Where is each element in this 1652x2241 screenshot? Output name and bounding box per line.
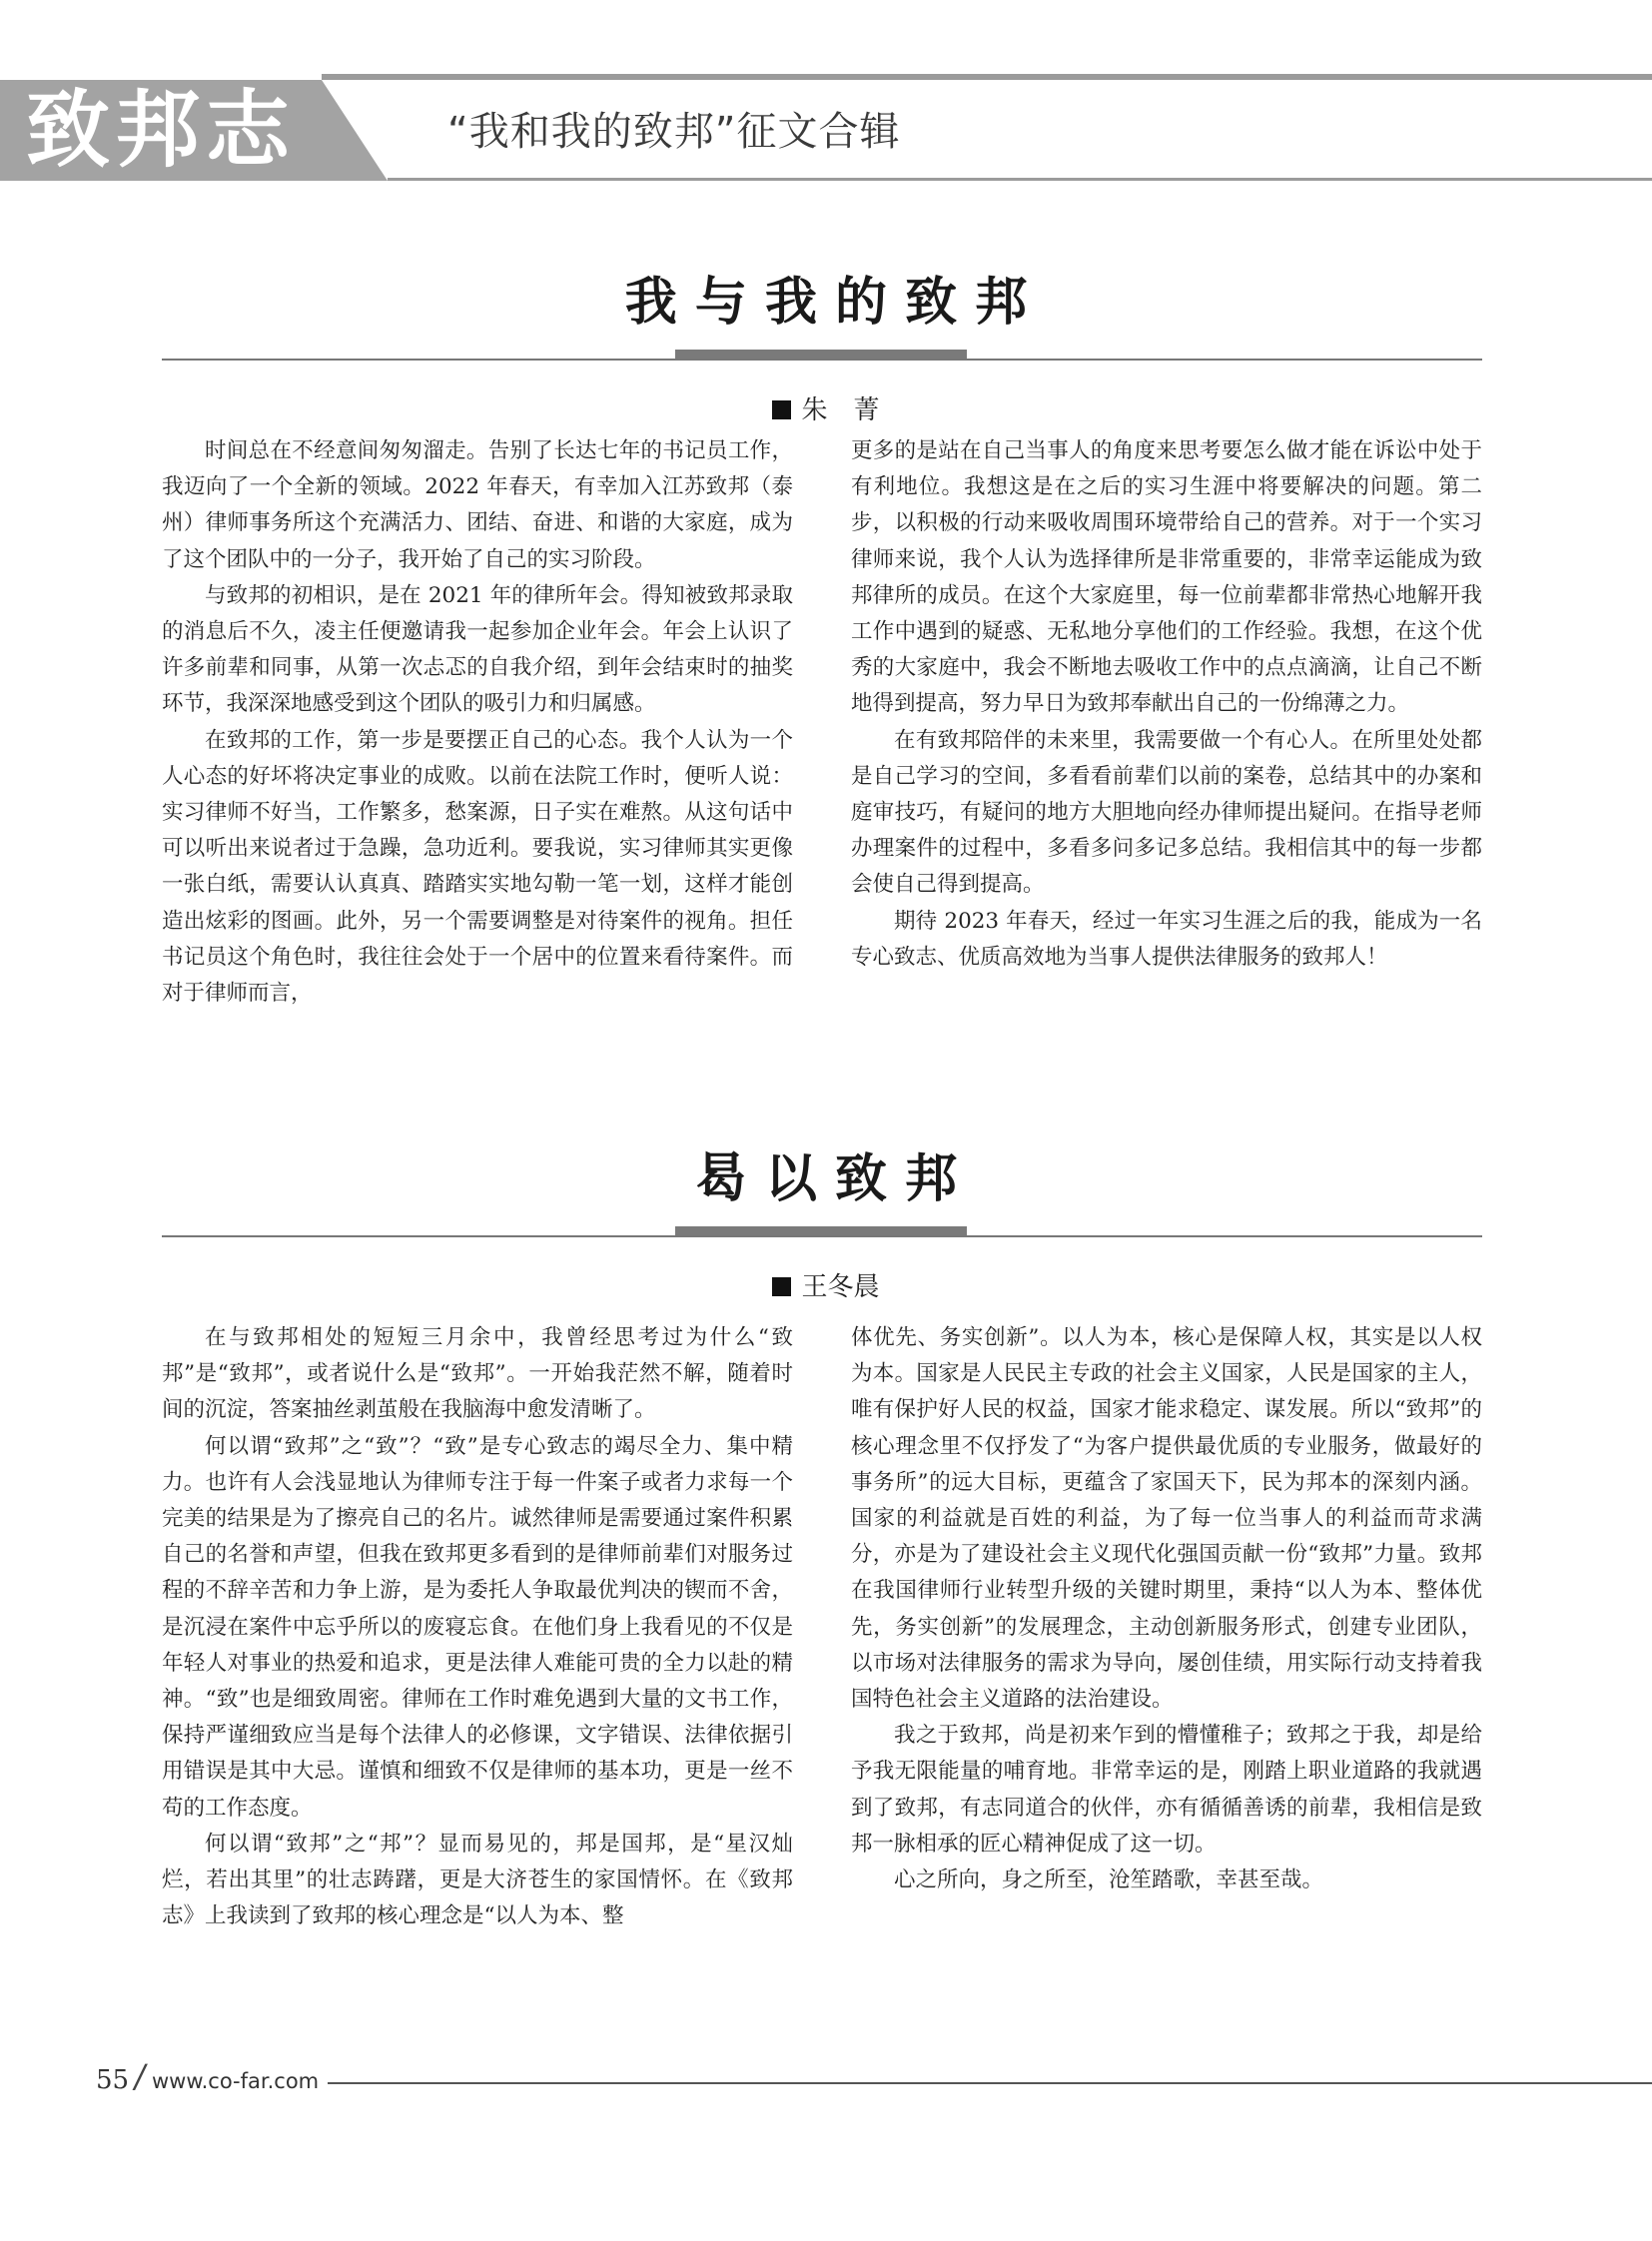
article2-right-column — [851, 1320, 1482, 1898]
paragraph: 心之所向，身之所至，沧笙踏歌，幸甚至哉。 — [894, 1868, 1324, 1893]
article2-byline — [0, 1266, 1652, 1303]
footer-url: www.co-far.com — [152, 2069, 320, 2093]
article1-byline — [0, 389, 1652, 426]
byline-square-icon — [772, 400, 791, 419]
article2-title: 曷 以 致 邦 — [694, 1148, 958, 1209]
article2-left-column — [162, 1320, 793, 1934]
paragraph-continued: 更多的是站在自己当事人的角度来思考要怎么做才能在诉讼中处于有利地位。我想这是在之后的实习生涯中将要解决的问题。第二步，以积极的行动来吸收周围环境带给自己的营养。对于一个实习律师来说，我个人认为选择律所是非常重要的，非常幸运能成为致邦律所的成员。在这个大家庭里，每一位前辈都非常热心地解开我工作中遇到的疑惑、无私地分享他们的工作经验。我想，在这个优秀的大家庭中，我会不断地去吸收工作中的点点滴滴，让自己不断地得到提高，努力早日为致邦奉献出自己的一份绵薄之力。 — [851, 438, 1482, 717]
header-top-rule — [322, 74, 1652, 80]
paragraph-continued: 体优先、务实创新”。以人为本，核心是保障人权，其实是以人权为本。国家是人民民主专政的社会主义国家，人民是国家的主人，唯有保护好人民的权益，国家才能求稳定、谋发展。所以“致邦”的核心理念里不仅抒发了“为客户提供最优质的专业服务，做最好的事务所”的远大目标，更蕴含了家国天下，民为邦本的深刻内涵。国家的利益就是百姓的利益，为了每一位当事人的利益而苛求满分，亦是为了建设社会主义现代化强国贡献一份“致邦”力量。致邦在我国律师行业转型升级的关键时期里，秉持“以人为本、整体优先，务实创新”的发展理念，主动创新服务形式，创建专业团队，以市场对法律服务的需求为导向，屡创佳绩，用实际行动支持着我国特色社会主义道路的法治建设。 — [851, 1325, 1482, 1713]
paragraph: 在与致邦相处的短短三月余中，我曾经思考过为什么“致邦”是“致邦”，或者说什么是“致邦”。一开始我茫然不解，随着时间的沉淀，答案抽丝剥茧般在我脑海中愈发清晰了。 — [162, 1325, 793, 1423]
footer-rule — [328, 2082, 1652, 2084]
article2-title-rule — [162, 1235, 1482, 1237]
article1-title: 我 与 我 的 致 邦 — [624, 272, 1028, 333]
page-number: 55 — [96, 2065, 130, 2095]
paragraph: 我之于致邦，尚是初来乍到的懵懂稚子；致邦之于我，却是给予我无限能量的哺育地。非常幸运的是，刚踏上职业道路的我就遇到了致邦，有志同道合的伙伴，亦有循循善诱的前辈，我相信是致邦一脉相承的匠心精神促成了这一切。 — [851, 1723, 1482, 1857]
paragraph: 在致邦的工作，第一步是要摆正自己的心态。我个人认为一个人心态的好坏将决定事业的成败。以前在法院工作时，便听人说：实习律师不好当，工作繁多，愁案源，日子实在难熬。从这句话中可以听出来说者过于急躁，急功近利。要我说，实习律师其实更像一张白纸，需要认认真真、踏踏实实地勾勒一笔一划，这样才能创造出炫彩的图画。此外，另一个需要调整是对待案件的视角。担任书记员这个角色时，我往往会处于一个居中的位置来看待案件。而对于律师而言， — [162, 727, 793, 1007]
article1-right-column — [851, 433, 1482, 976]
header-bottom-rule — [388, 178, 1652, 181]
article1-left-column — [162, 433, 793, 1012]
article1-title-rule — [162, 359, 1482, 361]
article1-author: 朱 菁 — [801, 395, 880, 425]
paragraph: 何以谓“致邦”之“致”？“致”是专心致志的竭尽全力、集中精力。也许有人会浅显地认为律师专注于每一件案子或者力求每一个完美的结果是为了擦亮自己的名片。诚然律师是需要通过案件积累自己的名誉和声望，但我在致邦更多看到的是律师前辈们对服务过程的不辞辛苦和力争上游，是为委托人争取最优判决的锲而不舍，是沉浸在案件中忘乎所以的废寝忘食。在他们身上我看见的不仅是年轻人对事业的热爱和追求，更是法律人难能可贵的全力以赴的精神。“致”也是细致周密。律师在工作时难免遇到大量的文书工作，保持严谨细致应当是每个法律人的必修课，文字错误、法律依据引用错误是其中大忌。谨慎和细致不仅是律师的基本功，更是一丝不苟的工作态度。 — [162, 1433, 793, 1821]
paragraph: 在有致邦陪伴的未来里，我需要做一个有心人。在所里处处都是自己学习的空间，多看看前辈们以前的案卷，总结其中的办案和庭审技巧，有疑问的地方大胆地向经办律师提出疑问。在指导老师办理案件的过程中，多看多问多记多总结。我相信其中的每一步都会使自己得到提高。 — [851, 727, 1482, 898]
paragraph: 时间总在不经意间匆匆溜走。告别了长达七年的书记员工作，我迈向了一个全新的领域。2022 年春天，有幸加入江苏致邦（泰州）律师事务所这个充满活力、团结、奋进、和谐的大家庭，成为了这个团队中的一分子，我开始了自己的实习阶段。 — [162, 438, 793, 572]
column-title: “我和我的致邦”征文合辑 — [447, 109, 901, 155]
page-slash: / — [131, 2057, 150, 2095]
magazine-logo: 致邦志 — [26, 80, 297, 179]
byline-square-icon — [772, 1277, 791, 1296]
paragraph: 与致邦的初相识，是在 2021 年的律所年会。得知被致邦录取的消息后不久，凌主任便邀请我一起参加企业年会。年会上认识了许多前辈和同事，从第一次忐忑的自我介绍，到年会结束时的抽奖环节，我深深地感受到这个团队的吸引力和归属感。 — [162, 582, 793, 717]
paragraph: 何以谓“致邦”之“邦”？显而易见的，邦是国邦，是“星汉灿烂，若出其里”的壮志踌躇，更是大济苍生的家国情怀。在《致邦志》上我读到了致邦的核心理念是“以人为本、整 — [162, 1831, 793, 1929]
article2-author: 王冬晨 — [801, 1272, 880, 1302]
paragraph: 期待 2023 年春天，经过一年实习生涯之后的我，能成为一名专心致志、优质高效地为当事人提供法律服务的致邦人！ — [851, 908, 1482, 970]
